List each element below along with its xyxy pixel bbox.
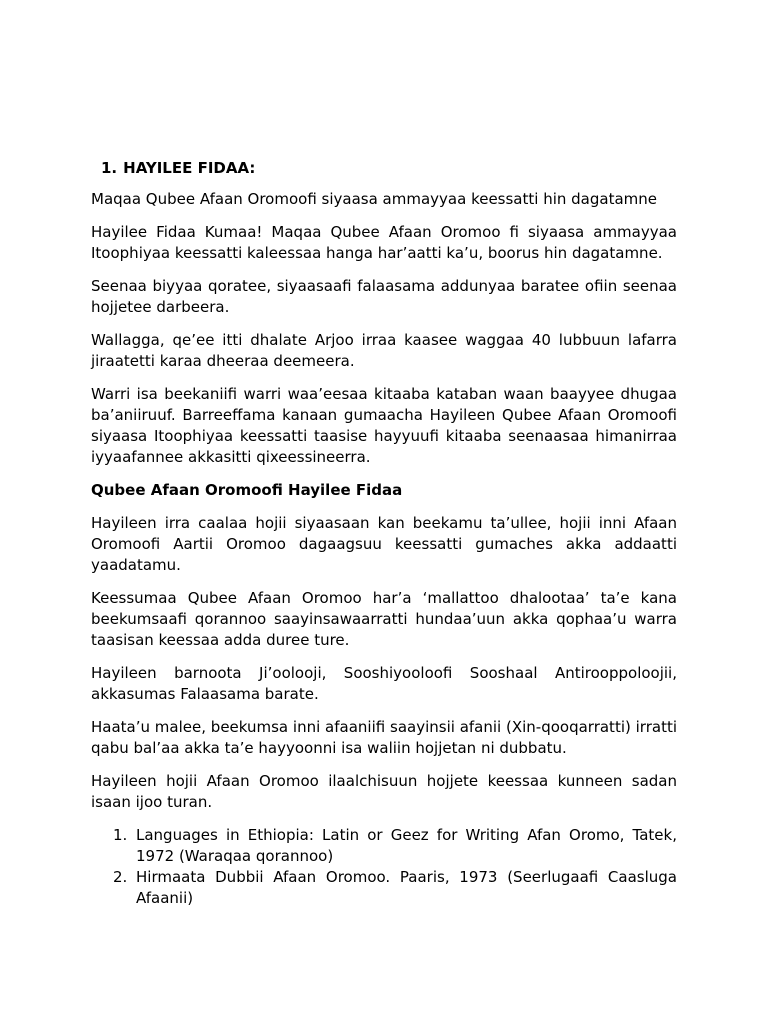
section-number: 1. <box>101 159 118 177</box>
paragraph: Keessumaa Qubee Afaan Oromoo har’a ‘mallattoo dhalootaa’ ta’e kana beekumsaafi qorannoo saayinsawaarratti hundaa’uun akka qophaa’u warra taasisan keessaa adda duree ture. <box>91 589 677 649</box>
list-text: Languages in Ethiopia: Latin or Geez for Writing Afan Oromo, Tatek, 1972 (Waraqaa qorannoo) <box>136 826 677 865</box>
paragraph: Wallagga, qe’ee itti dhalate Arjoo irraa kaasee waggaa 40 lubbuun lafarra jiraatetti karaa dheeraa deemeera. <box>91 331 677 370</box>
list-number: 2. <box>113 868 128 886</box>
list-number: 1. <box>113 826 128 844</box>
paragraph: Hayileen hojii Afaan Oromoo ilaalchisuun hojjete keessaa kunneen sadan isaan ijoo turan. <box>91 772 677 811</box>
paragraph: Haata’u malee, beekumsa inni afaaniifi saayinsii afanii (Xin-qooqarratti) irratti qabu bal’aa akka ta’e hayyoonni isa waliin hojjetan ni dubbatu. <box>91 718 677 757</box>
paragraph: Seenaa biyyaa qoratee, siyaasaafi falaasama addunyaa baratee ofiin seenaa hojjetee darbeera. <box>91 277 677 316</box>
section-heading <box>101 155 677 181</box>
subheading: Qubee Afaan Oromoofi Hayilee Fidaa <box>91 481 403 499</box>
list-item <box>113 867 677 909</box>
paragraph-intro: Maqaa Qubee Afaan Oromoofi siyaasa ammayyaa keessatti hin dagatamne <box>91 190 657 208</box>
paragraph: Hayilee Fidaa Kumaa! Maqaa Qubee Afaan Oromoo fi siyaasa ammayyaa Itoophiyaa keessatti kaleessaa hanga har’aatti ka’u, boorus hin dagatamne. <box>91 223 677 262</box>
works-list <box>91 825 677 909</box>
paragraph: Warri isa beekaniifi warri waa’eesaa kitaaba kataban waan baayyee dhugaa ba’aniiruuf. Barreeffama kanaan gumaacha Hayileen Qubee Afaan Oromoofi siyaasa Itoophiyaa keessatti taasise hayyuufi kitaaba seenaasaa himanirraa iyyaafannee akkasitti qixeessineerra. <box>91 385 677 466</box>
section-title: HAYILEE FIDAA: <box>123 159 256 177</box>
list-text: Hirmaata Dubbii Afaan Oromoo. Paaris, 1973 (Seerlugaafi Caasluga Afaanii) <box>136 868 677 907</box>
paragraph: Hayileen irra caalaa hojii siyaasaan kan beekamu ta’ullee, hojii inni Afaan Oromoofi Aartii Oromoo dagaagsuu keessatti gumaches akka addaatti yaadatamu. <box>91 514 677 574</box>
document-page <box>91 155 677 909</box>
paragraph: Hayileen barnoota Ji’oolooji, Sooshiyooloofi Sooshaal Antirooppoloojii, akkasumas Falaasama barate. <box>91 664 677 703</box>
list-item <box>113 825 677 867</box>
